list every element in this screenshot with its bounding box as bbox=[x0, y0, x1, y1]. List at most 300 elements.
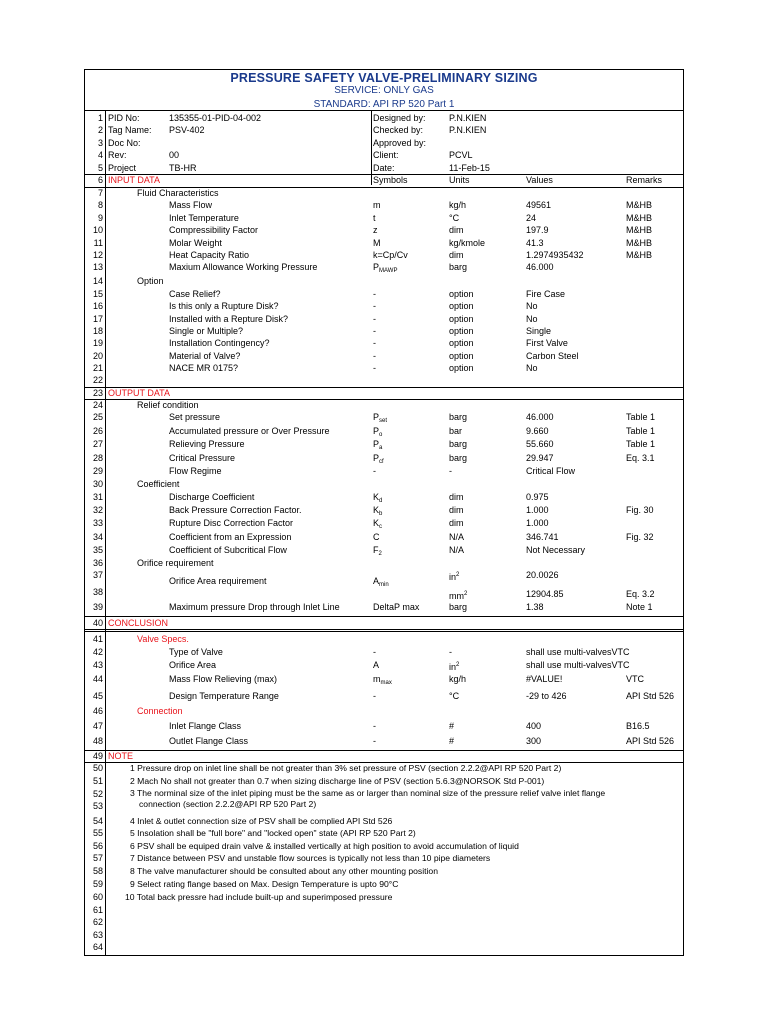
parameter-remark: M&HB bbox=[626, 225, 653, 236]
sheet-row bbox=[85, 112, 683, 124]
cell-label: Values bbox=[526, 175, 553, 186]
cell-label: Checked by: bbox=[373, 125, 424, 136]
parameter-name: Material of Valve? bbox=[169, 351, 241, 361]
row-number: 35 bbox=[92, 545, 103, 555]
parameter-value: 24 bbox=[526, 212, 537, 223]
parameter-name: Installed with a Repture Disk? bbox=[169, 314, 289, 324]
sheet-row bbox=[85, 904, 683, 916]
sheet-row bbox=[85, 350, 683, 362]
row-number: 32 bbox=[92, 505, 103, 515]
row-number: 6 bbox=[97, 175, 103, 186]
parameter-value: -29 to 426 bbox=[526, 691, 567, 701]
cell-label: Remarks bbox=[626, 175, 663, 186]
grid-line bbox=[85, 750, 683, 751]
sheet-row bbox=[85, 491, 683, 503]
parameter-remark: Fig. 30 bbox=[626, 505, 654, 515]
row-number: 2 bbox=[97, 125, 103, 136]
parameter-value: shall use multi-valvesVTC bbox=[526, 647, 630, 657]
parameter-name: Maximum pressure Drop through Inlet Line bbox=[169, 602, 340, 612]
symbol-text: DeltaP max bbox=[373, 602, 420, 612]
parameter-remark: Table 1 bbox=[626, 412, 656, 422]
parameter-symbol bbox=[373, 350, 376, 362]
note-item: 7 Distance between PSV and unstable flow sources is typically not less than 10 pipe diameters bbox=[130, 853, 491, 863]
grid-line bbox=[85, 187, 683, 188]
symbol-text: A bbox=[373, 576, 380, 586]
parameter-value: No bbox=[526, 314, 538, 324]
symbol-text: - bbox=[373, 351, 376, 361]
parameter-symbol bbox=[373, 313, 376, 325]
parameter-name: Relieving Pressure bbox=[169, 439, 245, 449]
sheet-row bbox=[85, 149, 683, 161]
parameter-remark: API Std 526 bbox=[626, 691, 675, 701]
symbol-text: P bbox=[373, 453, 380, 463]
symbol-text: - bbox=[373, 721, 376, 731]
unit-text: in bbox=[449, 662, 457, 672]
row-number: 11 bbox=[93, 237, 103, 248]
parameter-value: 46.000 bbox=[526, 412, 554, 422]
unit-text: barg bbox=[449, 412, 468, 422]
row-number: 16 bbox=[92, 301, 103, 311]
unit-superscript: 2 bbox=[456, 572, 460, 578]
parameter-name: Discharge Coefficient bbox=[169, 492, 255, 502]
parameter-unit bbox=[449, 224, 464, 236]
parameter-unit bbox=[449, 249, 464, 261]
row-number: 29 bbox=[92, 466, 103, 476]
unit-text: dim bbox=[449, 249, 464, 260]
unit-text: option bbox=[449, 363, 474, 373]
cell-label: Date: bbox=[373, 162, 395, 173]
sheet-row bbox=[85, 124, 683, 136]
parameter-unit bbox=[449, 199, 466, 211]
row-number: 9 bbox=[97, 212, 103, 223]
parameter-symbol bbox=[373, 465, 376, 477]
parameter-value: 197.9 bbox=[526, 225, 549, 236]
note-item: connection (section 2.2.2@API RP 520 Part 2) bbox=[139, 799, 317, 809]
sheet-row bbox=[85, 673, 683, 685]
parameter-value: 1.000 bbox=[526, 505, 549, 515]
row-number: 19 bbox=[92, 338, 103, 348]
sheet-row bbox=[85, 162, 683, 174]
symbol-text: P bbox=[373, 262, 380, 272]
row-number: 21 bbox=[92, 363, 103, 373]
sheet-row bbox=[85, 544, 683, 556]
grid-line bbox=[85, 762, 683, 763]
row-number: 23 bbox=[92, 388, 103, 398]
note-item: 8 The valve manufacturer should be consulted about any other mounting position bbox=[130, 866, 438, 876]
sheet-row bbox=[85, 735, 683, 747]
row-number: 62 bbox=[92, 917, 103, 927]
parameter-unit bbox=[449, 288, 474, 300]
parameter-name: Accumulated pressure or Over Pressure bbox=[169, 426, 330, 436]
row-number: 10 bbox=[92, 225, 103, 236]
parameter-value: No bbox=[526, 301, 538, 311]
symbol-text: P bbox=[373, 426, 380, 436]
row-number: 38 bbox=[92, 587, 103, 597]
parameter-name: Compressibility Factor bbox=[169, 225, 259, 236]
parameter-unit bbox=[449, 531, 464, 543]
note-item: 3 The norminal size of the inlet piping must be the same as or larger than nominal size of the pressure relief valve inlet flange bbox=[130, 788, 606, 798]
symbol-subscript: min bbox=[379, 582, 389, 588]
parameter-name: Is this only a Rupture Disk? bbox=[169, 301, 279, 311]
unit-text: option bbox=[449, 338, 474, 348]
parameter-unit bbox=[449, 646, 452, 658]
unit-text: mm bbox=[449, 591, 464, 601]
row-number: 25 bbox=[92, 412, 103, 422]
row-number: 43 bbox=[92, 660, 103, 670]
unit-text: barg bbox=[449, 262, 468, 272]
symbol-text: - bbox=[373, 326, 376, 336]
row-number: 18 bbox=[92, 326, 103, 336]
symbol-text: - bbox=[373, 647, 376, 657]
row-number: 55 bbox=[92, 828, 103, 838]
parameter-symbol bbox=[373, 531, 380, 543]
parameter-remark: Note 1 bbox=[626, 602, 653, 612]
symbol-text: M bbox=[373, 237, 381, 248]
symbol-subscript: d bbox=[379, 498, 383, 504]
row-number: 45 bbox=[92, 691, 103, 701]
grid-line bbox=[85, 616, 683, 617]
sheet-row-area-in2 bbox=[85, 569, 683, 581]
note-item: 9 Select rating flange based on Max. Design Temperature is upto 90°C bbox=[130, 879, 399, 889]
parameter-unit bbox=[449, 411, 467, 423]
row-number: 46 bbox=[92, 706, 103, 716]
unit-text: in bbox=[449, 572, 457, 582]
parameter-name: Single or Multiple? bbox=[169, 326, 244, 336]
parameter-value: 0.975 bbox=[526, 492, 549, 502]
parameter-symbol bbox=[373, 325, 376, 337]
section-header: OUTPUT DATA bbox=[108, 388, 171, 398]
symbol-text: m bbox=[373, 200, 381, 211]
row-number: 17 bbox=[92, 314, 103, 324]
sheet-row-area-mm2 bbox=[85, 588, 683, 600]
symbol-text: K bbox=[373, 492, 380, 502]
parameter-name: Design Temperature Range bbox=[169, 691, 279, 701]
parameter-value: 55.660 bbox=[526, 439, 554, 449]
note-item: 6 PSV shall be equiped drain valve & installed vertically at high position to avoid accumulation of liquid bbox=[130, 841, 519, 851]
parameter-symbol bbox=[373, 601, 419, 613]
section-header: CONCLUSION bbox=[108, 618, 169, 628]
row-number: 58 bbox=[92, 866, 103, 876]
unit-text: option bbox=[449, 326, 474, 336]
row-number: 14 bbox=[92, 276, 103, 286]
parameter-value: Single bbox=[526, 326, 552, 336]
parameter-value: Carbon Steel bbox=[526, 351, 579, 361]
unit-text: dim bbox=[449, 492, 464, 502]
parameter-unit bbox=[449, 337, 474, 349]
unit-text: N/A bbox=[449, 545, 465, 555]
cell-label: Relief condition bbox=[137, 400, 199, 410]
sheet-row bbox=[85, 313, 683, 325]
parameter-unit bbox=[449, 735, 454, 747]
row-number: 60 bbox=[92, 892, 103, 902]
cell-label: Client: bbox=[373, 150, 399, 161]
sheet-row bbox=[85, 478, 683, 490]
section-header: NOTE bbox=[108, 751, 134, 761]
row-number: 27 bbox=[92, 439, 103, 449]
unit-text: dim bbox=[449, 225, 464, 236]
parameter-unit bbox=[449, 517, 464, 529]
parameter-unit bbox=[449, 588, 467, 602]
parameter-unit bbox=[449, 504, 464, 516]
parameter-symbol bbox=[373, 337, 376, 349]
parameter-name: Critical Pressure bbox=[169, 453, 236, 463]
cell-label: PSV-402 bbox=[169, 125, 205, 136]
row-number: 50 bbox=[92, 763, 103, 773]
parameter-remark: Table 1 bbox=[626, 426, 656, 436]
note-item: 5 Insolation shall be "full bore" and "locked open" state (API RP 520 Part 2) bbox=[130, 828, 416, 838]
parameter-unit bbox=[449, 673, 466, 685]
symbol-text: F bbox=[373, 545, 379, 555]
parameter-name: Mass Flow bbox=[169, 200, 213, 211]
parameter-name: Coefficient from an Expression bbox=[169, 532, 292, 542]
sheet-row bbox=[85, 137, 683, 149]
parameter-value: 300 bbox=[526, 736, 542, 746]
parameter-name: Orifice Area requirement bbox=[169, 576, 267, 586]
cell-label: PCVL bbox=[449, 150, 473, 161]
parameter-name: Type of Valve bbox=[169, 647, 223, 657]
cell-label: Tag Name: bbox=[108, 125, 152, 136]
unit-text: option bbox=[449, 289, 474, 299]
row-number: 34 bbox=[92, 532, 103, 542]
row-number: 63 bbox=[92, 930, 103, 940]
note-item: 1 Pressure drop on inlet line shall be not greater than 3% set pressure of PSV (section 2.2.2@API RP 520 Part 2) bbox=[130, 763, 562, 773]
cell-label: Symbols bbox=[373, 175, 408, 186]
parameter-symbol bbox=[373, 646, 376, 658]
parameter-name: Flow Regime bbox=[169, 466, 222, 476]
parameter-value: Fire Case bbox=[526, 289, 566, 299]
parameter-unit bbox=[449, 425, 462, 437]
row-number: 15 bbox=[92, 289, 103, 299]
parameter-unit bbox=[449, 601, 467, 613]
parameter-unit bbox=[449, 237, 485, 249]
parameter-value: 46.000 bbox=[526, 262, 554, 272]
parameter-name: Back Pressure Correction Factor. bbox=[169, 505, 302, 515]
parameter-value: 1.000 bbox=[526, 518, 549, 528]
parameter-value: shall use multi-valvesVTC bbox=[526, 660, 630, 670]
parameter-name: Outlet Flange Class bbox=[169, 736, 249, 746]
symbol-text: A bbox=[373, 660, 380, 670]
divider bbox=[85, 110, 683, 111]
unit-text: - bbox=[449, 466, 452, 476]
sheet-row bbox=[85, 337, 683, 349]
parameter-symbol bbox=[373, 237, 381, 249]
symbol-subscript: o bbox=[379, 432, 383, 438]
parameter-remark: Eq. 3.2 bbox=[626, 589, 655, 599]
cell-label: Approved by: bbox=[373, 137, 427, 148]
unit-text: - bbox=[449, 647, 452, 657]
row-number: 3 bbox=[97, 137, 103, 148]
parameter-symbol bbox=[373, 212, 376, 224]
parameter-unit bbox=[449, 720, 454, 732]
standard-label: STANDARD: API RP 520 Part 1 bbox=[313, 99, 455, 110]
parameter-value: 1.38 bbox=[526, 602, 544, 612]
parameter-value: First Valve bbox=[526, 338, 568, 348]
sheet-row bbox=[85, 362, 683, 374]
parameter-name: Heat Capacity Ratio bbox=[169, 249, 250, 260]
sheet-row bbox=[85, 633, 683, 645]
symbol-text: C bbox=[373, 532, 380, 542]
unit-superscript: 2 bbox=[464, 591, 468, 597]
unit-text: N/A bbox=[449, 532, 465, 542]
row-number: 33 bbox=[92, 518, 103, 528]
grid-line bbox=[85, 399, 683, 400]
grid-line bbox=[85, 387, 683, 388]
row-number: 20 bbox=[92, 351, 103, 361]
sheet-row bbox=[85, 224, 683, 236]
symbol-subscript: 2 bbox=[378, 551, 382, 557]
section-header: INPUT DATA bbox=[108, 175, 161, 186]
parameter-value: 1.2974935432 bbox=[526, 249, 584, 260]
cell-label: Doc No: bbox=[108, 137, 141, 148]
symbol-text: - bbox=[373, 314, 376, 324]
sheet-row bbox=[85, 212, 683, 224]
sheet-row bbox=[85, 504, 683, 516]
symbol-subscript: set bbox=[379, 418, 388, 424]
row-number: 52 bbox=[92, 789, 103, 799]
unit-text: °C bbox=[449, 691, 460, 701]
unit-text: # bbox=[449, 736, 455, 746]
sheet-row bbox=[85, 452, 683, 464]
sheet-row bbox=[85, 174, 683, 186]
sheet-row bbox=[85, 237, 683, 249]
parameter-symbol bbox=[373, 362, 376, 374]
parameter-unit bbox=[449, 569, 459, 583]
parameter-name: Installation Contingency? bbox=[169, 338, 270, 348]
symbol-text: - bbox=[373, 301, 376, 311]
parameter-value: No bbox=[526, 363, 538, 373]
row-number: 8 bbox=[97, 200, 103, 211]
cell-label: P.N.KIEN bbox=[449, 113, 487, 123]
parameter-symbol bbox=[373, 659, 379, 671]
parameter-remark: M&HB bbox=[626, 200, 653, 211]
row-number: 41 bbox=[92, 634, 103, 644]
unit-text: barg bbox=[449, 439, 468, 449]
cell-label: 135355-01-PID-04-002 bbox=[169, 113, 262, 123]
grid-line bbox=[85, 631, 683, 632]
row-number: 22 bbox=[92, 375, 103, 385]
parameter-unit bbox=[449, 491, 464, 503]
note-item: 4 Inlet & outlet connection size of PSV shall be complied API Std 526 bbox=[130, 816, 393, 826]
cell-label: Units bbox=[449, 175, 470, 186]
symbol-text: K bbox=[373, 505, 380, 515]
parameter-unit bbox=[449, 313, 474, 325]
symbol-text: K bbox=[373, 518, 380, 528]
parameter-name: Set pressure bbox=[169, 412, 221, 422]
cell-label: Option bbox=[137, 276, 164, 286]
symbol-text: - bbox=[373, 466, 376, 476]
symbol-text: t bbox=[373, 212, 376, 223]
parameter-symbol bbox=[373, 720, 376, 732]
symbol-text: P bbox=[373, 439, 380, 449]
row-number: 40 bbox=[92, 618, 103, 628]
parameter-unit bbox=[449, 212, 459, 224]
parameter-remark: Eq. 3.1 bbox=[626, 453, 655, 463]
row-number: 1 bbox=[97, 113, 103, 123]
symbol-text: - bbox=[373, 363, 376, 373]
cell-label: 00 bbox=[169, 150, 180, 161]
row-number: 13 bbox=[92, 262, 103, 272]
sheet-row bbox=[85, 465, 683, 477]
sheet-row bbox=[85, 601, 683, 613]
parameter-symbol bbox=[373, 673, 392, 689]
row-number: 24 bbox=[92, 400, 103, 410]
cell-label: Orifice requirement bbox=[137, 558, 214, 568]
unit-text: option bbox=[449, 314, 474, 324]
parameter-value: 9.660 bbox=[526, 426, 549, 436]
parameter-value: 400 bbox=[526, 721, 542, 731]
symbol-text: m bbox=[373, 674, 381, 684]
parameter-unit bbox=[449, 300, 474, 312]
parameter-symbol bbox=[373, 288, 376, 300]
row-number: 5 bbox=[97, 162, 103, 173]
parameter-unit bbox=[449, 438, 467, 450]
grid-line bbox=[85, 629, 683, 630]
row-number: 26 bbox=[92, 426, 103, 436]
parameter-name: NACE MR 0175? bbox=[169, 363, 239, 373]
parameter-value: 49561 bbox=[526, 200, 552, 211]
parameter-symbol bbox=[373, 300, 376, 312]
psv-sizing-sheet bbox=[84, 69, 684, 956]
row-number: 31 bbox=[92, 492, 103, 502]
parameter-unit bbox=[449, 452, 467, 464]
sheet-row bbox=[85, 690, 683, 702]
row-number: 39 bbox=[92, 602, 103, 612]
parameter-value: 12904.85 bbox=[526, 589, 564, 599]
sheet-row bbox=[85, 646, 683, 658]
sheet-row bbox=[85, 659, 683, 671]
row-number: 59 bbox=[92, 879, 103, 889]
unit-text: option bbox=[449, 351, 474, 361]
unit-text: # bbox=[449, 721, 455, 731]
row-number: 4 bbox=[97, 150, 103, 161]
cell-label: Designed by: bbox=[373, 113, 426, 123]
parameter-value: #VALUE! bbox=[526, 674, 563, 684]
unit-text: kg/kmole bbox=[449, 237, 486, 248]
cell-label: P.N.KIEN bbox=[449, 125, 487, 136]
row-number: 7 bbox=[97, 187, 103, 198]
row-number: 36 bbox=[92, 558, 103, 568]
row-number: 48 bbox=[92, 736, 103, 746]
service-label: SERVICE: ONLY GAS bbox=[334, 85, 434, 96]
row-number: 64 bbox=[92, 942, 103, 952]
sheet-row bbox=[85, 517, 683, 529]
symbol-text: - bbox=[373, 691, 376, 701]
cell-label: Connection bbox=[137, 706, 183, 716]
sheet-row bbox=[85, 531, 683, 543]
sheet-row bbox=[85, 187, 683, 199]
parameter-unit bbox=[449, 325, 474, 337]
symbol-subscript: max bbox=[380, 680, 392, 686]
parameter-name: Inlet Flange Class bbox=[169, 721, 242, 731]
parameter-symbol bbox=[373, 224, 378, 236]
parameter-unit bbox=[449, 350, 474, 362]
symbol-subscript: b bbox=[379, 511, 383, 517]
parameter-unit bbox=[449, 544, 464, 556]
note-item: 2 Mach No shall not greater than 0.7 when sizing discharge line of PSV (section 5.6.3@NORSOK Std P-001) bbox=[130, 776, 545, 786]
symbol-text: k=Cp/Cv bbox=[373, 249, 408, 260]
row-number: 28 bbox=[92, 453, 103, 463]
row-number: 37 bbox=[92, 570, 103, 580]
parameter-remark: Fig. 32 bbox=[626, 532, 654, 542]
sheet-row bbox=[85, 425, 683, 437]
symbol-subscript: c bbox=[379, 524, 383, 530]
unit-text: barg bbox=[449, 453, 468, 463]
symbol-subscript: MAWP bbox=[379, 268, 398, 274]
parameter-remark: API Std 526 bbox=[626, 736, 675, 746]
symbol-text: - bbox=[373, 289, 376, 299]
symbol-text: - bbox=[373, 338, 376, 348]
parameter-value: 346.741 bbox=[526, 532, 559, 542]
